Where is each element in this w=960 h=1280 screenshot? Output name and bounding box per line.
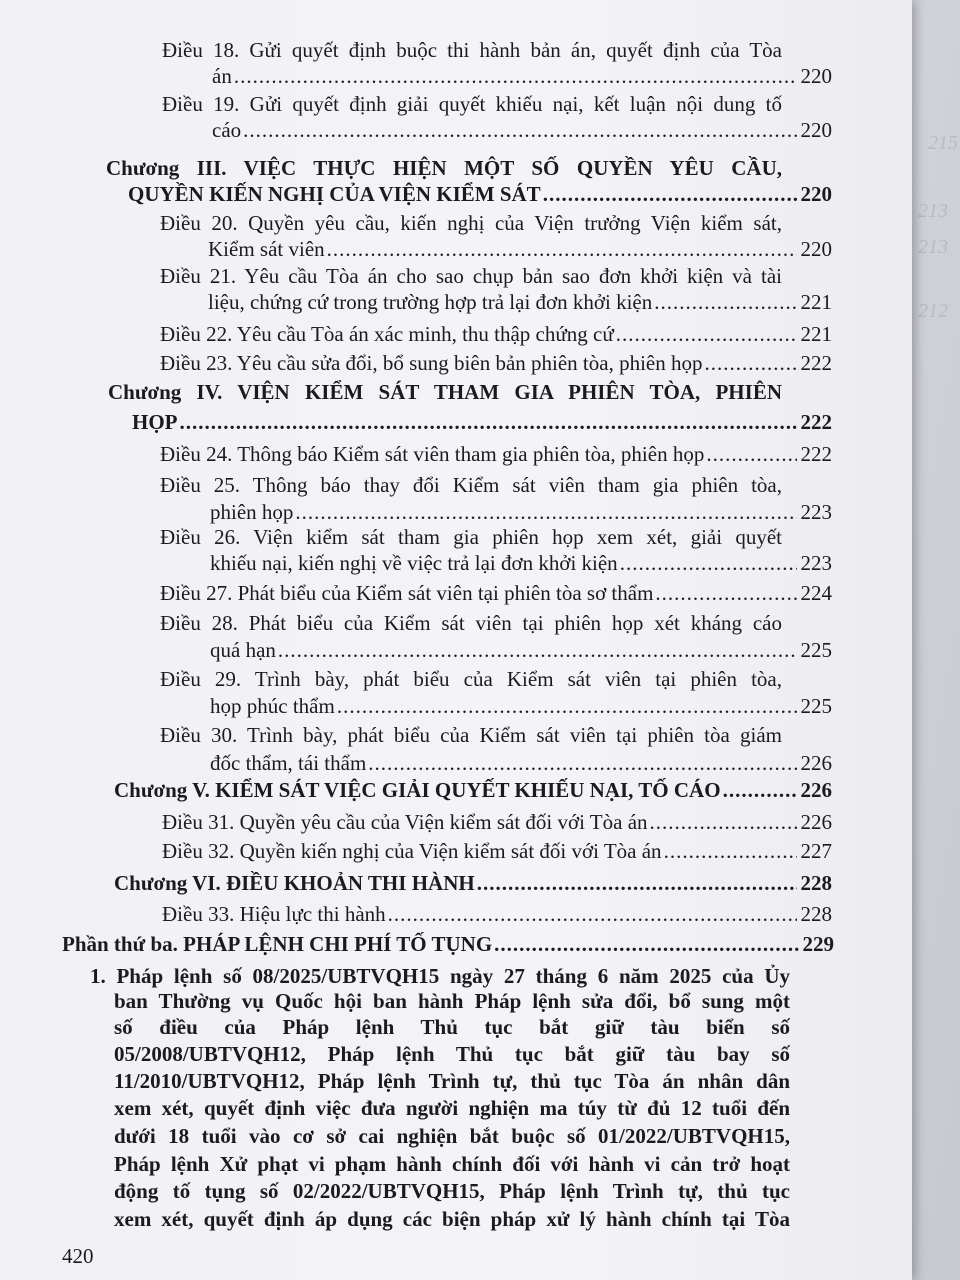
toc-page-number: 228 <box>800 871 832 895</box>
item-1-line: ban Thường vụ Quốc hội ban hành Pháp lệnh sửa đổi, bổ sung một <box>114 989 790 1013</box>
toc-page-number: 220 <box>800 237 832 261</box>
toc-entry-dieu-27 <box>160 580 832 607</box>
item-1-line: 1. Pháp lệnh số 08/2025/UBTVQH15 ngày 27 tháng 6 năm 2025 của Ủy <box>90 964 790 988</box>
page-number: 420 <box>62 1244 94 1268</box>
toc-entry-text: án <box>212 64 232 88</box>
toc-entry-dieu-23 <box>160 350 832 377</box>
dot-leader <box>616 321 797 348</box>
toc-entry-dieu-25-line1: Điều 25. Thông báo thay đổi Kiểm sát viên tham gia phiên tòa, <box>160 473 782 497</box>
toc-page-number: 222 <box>800 351 832 375</box>
toc-entry-dieu-29-line1: Điều 29. Trình bày, phát biểu của Kiểm sát viên tại phiên tòa, <box>160 667 782 691</box>
toc-entry-dieu-19-line1: Điều 19. Gửi quyết định giải quyết khiếu nại, kết luận nội dung tố <box>162 92 782 116</box>
ghost-page-number: 213 <box>918 236 948 258</box>
toc-part-three <box>62 931 834 958</box>
ghost-page-number: 213 <box>918 200 948 222</box>
dot-leader <box>664 838 797 865</box>
toc-chapter-6 <box>114 870 832 897</box>
toc-entry-dieu-21-line2 <box>208 289 832 316</box>
dot-leader <box>327 236 797 263</box>
toc-entry-dieu-22 <box>160 321 832 348</box>
ghost-page-number: 212 <box>918 300 948 322</box>
item-1-line: xem xét, quyết định việc đưa người nghiện ma túy từ đủ 12 tuổi đến <box>114 1096 790 1120</box>
toc-entry-dieu-18-line2 <box>212 63 832 90</box>
toc-entry-dieu-32 <box>162 838 832 865</box>
toc-entry-text: QUYỀN KIẾN NGHỊ CỦA VIỆN KIỂM SÁT <box>128 182 541 206</box>
toc-page-number: 221 <box>800 290 832 314</box>
toc-page-number: 225 <box>800 694 832 718</box>
toc-chapter-4-line1: Chương IV. VIỆN KIỂM SÁT THAM GIA PHIÊN TÒA, PHIÊN <box>108 380 782 404</box>
toc-entry-text: khiếu nại, kiến nghị về việc trả lại đơn khởi kiện <box>210 551 618 575</box>
toc-entry-dieu-30-line1: Điều 30. Trình bày, phát biểu của Kiểm sát viên tại phiên tòa giám <box>160 723 782 747</box>
dot-leader <box>543 181 797 208</box>
toc-page-number: 225 <box>800 638 832 662</box>
toc-page-number: 222 <box>800 442 832 466</box>
toc-entry-dieu-26-line1: Điều 26. Viện kiểm sát tham gia phiên họp xem xét, giải quyết <box>160 525 782 549</box>
dot-leader <box>723 777 797 804</box>
toc-entry-dieu-28-line1: Điều 28. Phát biểu của Kiểm sát viên tại phiên họp xét kháng cáo <box>160 611 782 635</box>
dot-leader <box>705 350 797 377</box>
toc-entry-dieu-24 <box>160 441 832 468</box>
toc-page-number: 228 <box>800 902 832 926</box>
toc-entry-dieu-21-line1: Điều 21. Yêu cầu Tòa án cho sao chụp bản sao đơn khởi kiện và tài <box>160 264 782 288</box>
toc-entry-dieu-18-line1: Điều 18. Gửi quyết định buộc thi hành bản án, quyết định của Tòa <box>162 38 782 62</box>
item-1-line: 11/2010/UBTVQH12, Pháp lệnh Trình tự, thủ tục Tòa án nhân dân <box>114 1069 790 1093</box>
toc-entry-text: Điều 27. Phát biểu của Kiểm sát viên tại phiên tòa sơ thẩm <box>160 581 654 605</box>
toc-entry-text: họp phúc thẩm <box>210 694 335 718</box>
dot-leader <box>494 931 798 958</box>
dot-leader <box>650 809 797 836</box>
dot-leader <box>278 637 797 664</box>
dot-leader <box>295 499 796 526</box>
item-1-line: xem xét, quyết định áp dụng các biện pháp xử lý hành chính tại Tòa <box>114 1207 790 1231</box>
dot-leader <box>654 289 796 316</box>
toc-entry-text: Điều 33. Hiệu lực thi hành <box>162 902 386 926</box>
toc-entry-dieu-26-line2 <box>210 550 832 577</box>
toc-entry-text: Điều 31. Quyền yêu cầu của Viện kiểm sát đối với Tòa án <box>162 810 648 834</box>
dot-leader <box>368 750 796 777</box>
item-1-line: số điều của Pháp lệnh Thủ tục bắt giữ tàu biển số <box>114 1015 790 1039</box>
toc-page-number: 226 <box>800 751 832 775</box>
toc-page-number: 226 <box>800 778 832 802</box>
toc-entry-dieu-33 <box>162 901 832 928</box>
toc-page-number: 223 <box>800 500 832 524</box>
toc-entry-text: Phần thứ ba. PHÁP LỆNH CHI PHÍ TỐ TỤNG <box>62 932 493 956</box>
toc-page-number: 221 <box>800 322 832 346</box>
dot-leader <box>388 901 797 928</box>
toc-chapter-4-line2 <box>132 409 832 436</box>
toc-entry-text: Kiểm sát viên <box>208 237 325 261</box>
dot-leader <box>706 441 796 468</box>
toc-chapter-5 <box>114 777 832 804</box>
toc-entry-text: Chương VI. ĐIỀU KHOẢN THI HÀNH <box>114 871 475 895</box>
toc-entry-dieu-30-line2 <box>210 750 832 777</box>
toc-entry-dieu-28-line2 <box>210 637 832 664</box>
toc-entry-text: đốc thẩm, tái thẩm <box>210 751 367 775</box>
toc-page-number: 229 <box>802 932 834 956</box>
item-1-line: động tố tụng số 02/2022/UBTVQH15, Pháp lệnh Trình tự, thủ tục <box>114 1179 790 1203</box>
toc-entry-text: HỌP <box>132 410 178 434</box>
item-1-line: Pháp lệnh Xử phạt vi phạm hành chính đối với hành vi cản trở hoạt <box>114 1152 790 1176</box>
toc-entry-text: cáo <box>212 118 242 142</box>
toc-page-number: 220 <box>800 64 832 88</box>
toc-page-number: 220 <box>800 118 832 142</box>
dot-leader <box>337 693 797 720</box>
toc-entry-dieu-19-line2 <box>212 117 832 144</box>
toc-page-number: 220 <box>800 182 832 206</box>
dot-leader <box>477 870 797 897</box>
toc-page-number: 222 <box>800 410 832 434</box>
item-1-line: dưới 18 tuổi vào cơ sở cai nghiện bắt buộc số 01/2022/UBTVQH15, <box>114 1124 790 1148</box>
toc-entry-text: quá hạn <box>210 638 276 662</box>
dot-leader <box>180 409 797 436</box>
toc-entry-dieu-25-line2 <box>210 499 832 526</box>
toc-entry-text: Điều 23. Yêu cầu sửa đổi, bổ sung biên bản phiên tòa, phiên họp <box>160 351 703 375</box>
toc-entry-dieu-29-line2 <box>210 693 832 720</box>
toc-chapter-3-line1: Chương III. VIỆC THỰC HIỆN MỘT SỐ QUYỀN YÊU CẦU, <box>106 156 782 180</box>
toc-entry-text: liệu, chứng cứ trong trường hợp trả lại đơn khởi kiện <box>208 290 653 314</box>
toc-entry-text: Điều 32. Quyền kiến nghị của Viện kiểm sát đối với Tòa án <box>162 839 662 863</box>
toc-chapter-3-line2 <box>128 181 832 208</box>
item-1-line: 05/2008/UBTVQH12, Pháp lệnh Thủ tục bắt giữ tàu bay số <box>114 1042 790 1066</box>
toc-page-number: 227 <box>800 839 832 863</box>
dot-leader <box>243 117 796 144</box>
toc-entry-text: phiên họp <box>210 500 294 524</box>
dot-leader <box>620 550 797 577</box>
toc-entry-text: Điều 24. Thông báo Kiểm sát viên tham gia phiên tòa, phiên họp <box>160 442 705 466</box>
toc-page-number: 224 <box>800 581 832 605</box>
toc-entry-dieu-20-line2 <box>208 236 832 263</box>
toc-entry-text: Điều 22. Yêu cầu Tòa án xác minh, thu thập chứng cứ <box>160 322 614 346</box>
toc-entry-text: Chương V. KIỂM SÁT VIỆC GIẢI QUYẾT KHIẾU NẠI, TỐ CÁO <box>114 778 721 802</box>
toc-page-number: 223 <box>800 551 832 575</box>
ghost-page-number: 215 <box>928 132 958 154</box>
toc-entry-dieu-31 <box>162 809 832 836</box>
dot-leader <box>655 580 796 607</box>
dot-leader <box>234 63 797 90</box>
toc-entry-dieu-20-line1: Điều 20. Quyền yêu cầu, kiến nghị của Viện trưởng Viện kiểm sát, <box>160 211 782 235</box>
toc-page-number: 226 <box>800 810 832 834</box>
